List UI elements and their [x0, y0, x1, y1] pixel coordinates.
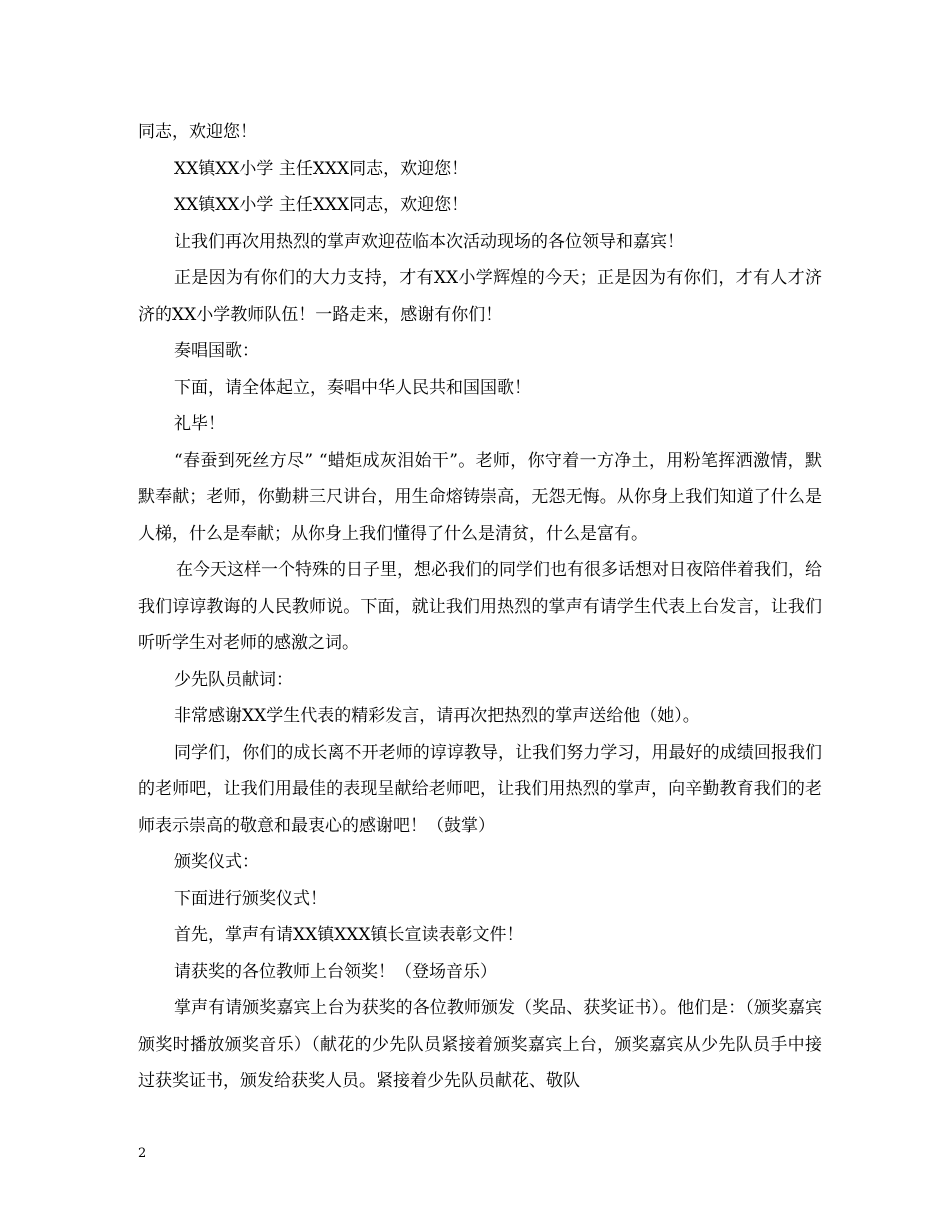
- section-heading: 颁奖仪式：: [174, 852, 259, 872]
- paragraph: XX镇XX小学 主任XXX同志，欢迎您！: [174, 195, 469, 215]
- paragraph: 礼毕！: [174, 414, 225, 434]
- paragraph: 掌声有请颁奖嘉宾上台为获奖的各位教师颁发（奖品、获奖证书）。他们是：（颁奖嘉宾 颁奖时播放颁奖音乐）（献花的少先队员紧接着颁奖嘉宾上台，颁奖嘉宾从少先队员手中接过获奖证书，颁发给获奖人员。紧接着少先队员献花、敬队: [138, 998, 822, 1091]
- paragraph: 正是因为有你们的大力支持，才有XX小学辉煌的今天；正是因为有你们，才有人才济济的XX小学教师队伍！一路走来，感谢有你们！: [138, 268, 822, 325]
- paragraph: 在今天这样一个特殊的日子里，想必我们的同学们也有很多话想对日夜陪伴着我们，给我们谆谆教诲的人民教师说。下面，就让我们用热烈的掌声有请学生代表上台发言，让我们听听学生对老师的感激之词。: [138, 560, 822, 653]
- paragraph: 让我们再次用热烈的掌声欢迎莅临本次活动现场的各位领导和嘉宾！: [174, 231, 684, 252]
- paragraph: 请获奖的各位教师上台领奖！（登场音乐）: [174, 961, 497, 982]
- paragraph: 下面进行颁奖仪式！: [174, 888, 327, 909]
- paragraph: 同志，欢迎您！: [138, 122, 257, 142]
- section-heading: 奏唱国歌：: [174, 341, 259, 361]
- section-heading: 少先队员献词：: [174, 669, 293, 690]
- paragraph: 下面，请全体起立，奏唱中华人民共和国国歌！: [174, 377, 531, 398]
- paragraph: “春蚕到死丝方尽” “蜡炬成灰泪始干”。老师，你守着一方净土，用粉笔挥洒激情，默默奉献；老师，你勤耕三尺讲台，用生命熔铸崇高，无怨无悔。从你身上我们知道了什么是人梯，什么是奉献；从你身上我们懂得了什么是清贫，什么是富有。: [138, 450, 822, 544]
- paragraph: 同学们，你们的成长离不开老师的谆谆教导，让我们努力学习，用最好的成绩回报我们的老师吧，让我们用最佳的表现呈献给老师吧，让我们用热烈的掌声，向辛勤教育我们的老师表示崇高的敬意和最衷心的感谢吧！（鼓掌）: [138, 742, 822, 836]
- paragraph: 非常感谢XX学生代表的精彩发言，请再次把热烈的掌声送给他（她）。: [174, 706, 700, 726]
- page-number: 2: [138, 1146, 147, 1161]
- document-body: [138, 114, 822, 1100]
- paragraph: 首先，掌声有请XX镇XXX镇长宣读表彰文件！: [174, 925, 524, 945]
- paragraph: XX镇XX小学 主任XXX同志，欢迎您！: [174, 158, 469, 179]
